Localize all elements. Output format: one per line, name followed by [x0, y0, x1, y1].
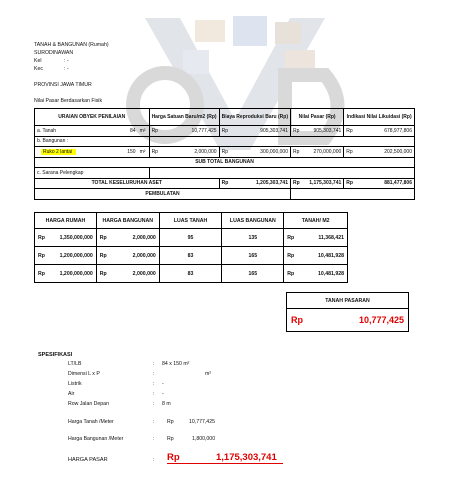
spec-colon: :	[153, 401, 155, 407]
harga-bangunan-rp: Rp	[167, 436, 174, 442]
header-nilai-pasar: Nilai Pasar (Rp)	[290, 109, 343, 126]
header-biaya-reproduksi: Biaya Reproduksi Baru (Rp)	[219, 109, 290, 126]
table-row	[35, 247, 348, 265]
harga-rumah: Rp 1,350,000,000	[35, 229, 97, 247]
total-likuidasi: Rp 881,477,806	[344, 178, 415, 189]
total-nilai: Rp 1,175,303,741	[290, 178, 343, 189]
valuation-basis: Nilai Pasar Berdasarkan Fisik	[34, 98, 103, 104]
spesifikasi-title: SPESIFIKASI	[38, 352, 73, 358]
kec-value: : -	[64, 66, 69, 72]
tanah-pasaran-box	[286, 292, 409, 332]
luas-tanah: 83	[159, 265, 222, 283]
row-ruko	[35, 147, 415, 158]
tanah-per-m2: Rp 11,368,421	[284, 229, 348, 247]
row-tanah	[35, 126, 415, 137]
sarana-label: c. Sarana Pelengkap	[35, 168, 150, 179]
spec-colon: :	[153, 391, 155, 397]
header-luas-bangunan: LUAS BANGUNAN	[222, 213, 284, 229]
tanah-per-m2: Rp 10,481,928	[284, 265, 348, 283]
header-harga-satuan: Harga Satuan Baru/m2 (Rp)	[149, 109, 219, 126]
spec-label-listrik: Listrik	[68, 381, 82, 387]
harga-bangunan: Rp 2,000,000	[96, 247, 159, 265]
table-row	[35, 265, 348, 283]
tanah-area: 84	[121, 126, 137, 137]
table-row	[35, 229, 348, 247]
total-biaya: Rp 1,205,303,741	[219, 178, 290, 189]
row-subtotal	[35, 157, 415, 168]
kec-label: Kec	[34, 66, 43, 72]
header-harga-rumah: HARGA RUMAH	[35, 213, 97, 229]
tanah-pasaran-value: 10,777,425	[358, 315, 404, 325]
tanah-likuidasi: Rp 678,977,806	[344, 126, 415, 137]
header-luas-tanah: LUAS TANAH	[159, 213, 222, 229]
spec-label-lt-lb: LT/LB	[68, 361, 82, 367]
subtotal-label: SUB TOTAL BANGUNAN	[35, 157, 415, 168]
spec-label-dimensi: Dimensi L x P	[68, 371, 100, 377]
harga-pasar-rp: Rp	[167, 452, 283, 464]
spec-colon: :	[153, 371, 155, 377]
spec-colon: :	[153, 381, 155, 387]
header-uraian: URAIAN OBYEK PENILAIAN	[35, 109, 150, 126]
spec-value-dimensi: m²	[205, 371, 212, 377]
kel-label: Kel	[34, 58, 42, 64]
luas-tanah: 83	[159, 247, 222, 265]
tanah-nilai: Rp 905,303,741	[290, 126, 343, 137]
spec-colon: :	[153, 419, 155, 425]
spec-value-air: -	[162, 391, 164, 397]
tanah-pasaran-value-row	[287, 309, 408, 331]
spec-value-row-jalan: 8 m	[162, 401, 171, 407]
valuation-table	[34, 108, 415, 200]
harga-tanah-value: 10,777,425	[189, 419, 215, 425]
harga-rumah: Rp 1,200,000,000	[35, 247, 97, 265]
comparison-header-row	[35, 213, 348, 229]
ruko-unit: m²	[138, 147, 149, 158]
ruko-label-cell	[35, 147, 122, 158]
spec-label-row-jalan: Row Jalan Depan	[68, 401, 109, 407]
spec-colon: :	[153, 436, 155, 442]
spec-value-lt-lb: 84 x 150 m²	[162, 361, 190, 367]
pembulatan-label: PEMBULATAN	[35, 189, 291, 200]
tanah-harga: Rp 10,777,425	[149, 126, 219, 137]
row-total	[35, 178, 415, 189]
ruko-nilai: Rp 270,000,000	[290, 147, 343, 158]
harga-tanah-label: Harga Tanah /Meter	[68, 419, 114, 425]
header-harga-bangunan: HARGA BANGUNAN	[96, 213, 159, 229]
ruko-label: Ruko 2 lantai	[41, 149, 76, 155]
harga-bangunan: Rp 2,000,000	[96, 265, 159, 283]
tanah-per-m2: Rp 10,481,928	[284, 247, 348, 265]
luas-bangunan: 165	[222, 247, 284, 265]
spec-value-listrik: -	[162, 381, 164, 387]
province: PROVINSI JAWA TIMUR	[34, 82, 92, 88]
tanah-unit: m²	[138, 126, 149, 137]
total-label: TOTAL KESELURUHAN ASET	[35, 178, 220, 189]
harga-bangunan: Rp 2,000,000	[96, 229, 159, 247]
harga-bangunan-label: Harga Bangunan /Meter	[68, 436, 124, 442]
harga-bangunan-value: 1,800,000	[192, 436, 216, 442]
header-likuidasi: Indikasi Nilai Likuidasi (Rp)	[344, 109, 415, 126]
harga-pasar-value: 1,175,303,741	[216, 452, 277, 463]
ruko-biaya: Rp 300,000,000	[219, 147, 290, 158]
harga-pasar-label: HARGA PASAR	[68, 457, 108, 463]
ruko-area: 150	[121, 147, 137, 158]
luas-tanah: 95	[159, 229, 222, 247]
bangunan-label: b. Bangunan :	[35, 136, 150, 147]
ruko-harga: Rp 2,000,000	[149, 147, 219, 158]
harga-tanah-rp: Rp	[167, 419, 174, 425]
tanah-pasaran-rp: Rp	[291, 315, 303, 325]
ruko-likuidasi: Rp 202,500,000	[344, 147, 415, 158]
luas-bangunan: 135	[222, 229, 284, 247]
row-sarana	[35, 168, 415, 179]
harga-pasar-colon: :	[153, 457, 155, 463]
row-pembulatan	[35, 189, 415, 200]
tanah-label: a. Tanah	[35, 126, 122, 137]
kel-value: : -	[64, 58, 69, 64]
tanah-pasaran-title: TANAH PASARAN	[287, 293, 408, 309]
comparison-table	[34, 212, 348, 283]
spec-label-air: Air	[68, 391, 75, 397]
spec-colon: :	[153, 361, 155, 367]
header-tanah-m2: TANAH/ M2	[284, 213, 348, 229]
harga-rumah: Rp 1,200,000,000	[35, 265, 97, 283]
valuation-header-row	[35, 109, 415, 126]
report-title: TANAH & BANGUNAN (Rumah)	[34, 42, 109, 48]
street-name: SURODINAWAN	[34, 50, 74, 56]
row-bangunan	[35, 136, 415, 147]
tanah-biaya: Rp 905,303,741	[219, 126, 290, 137]
luas-bangunan: 165	[222, 265, 284, 283]
